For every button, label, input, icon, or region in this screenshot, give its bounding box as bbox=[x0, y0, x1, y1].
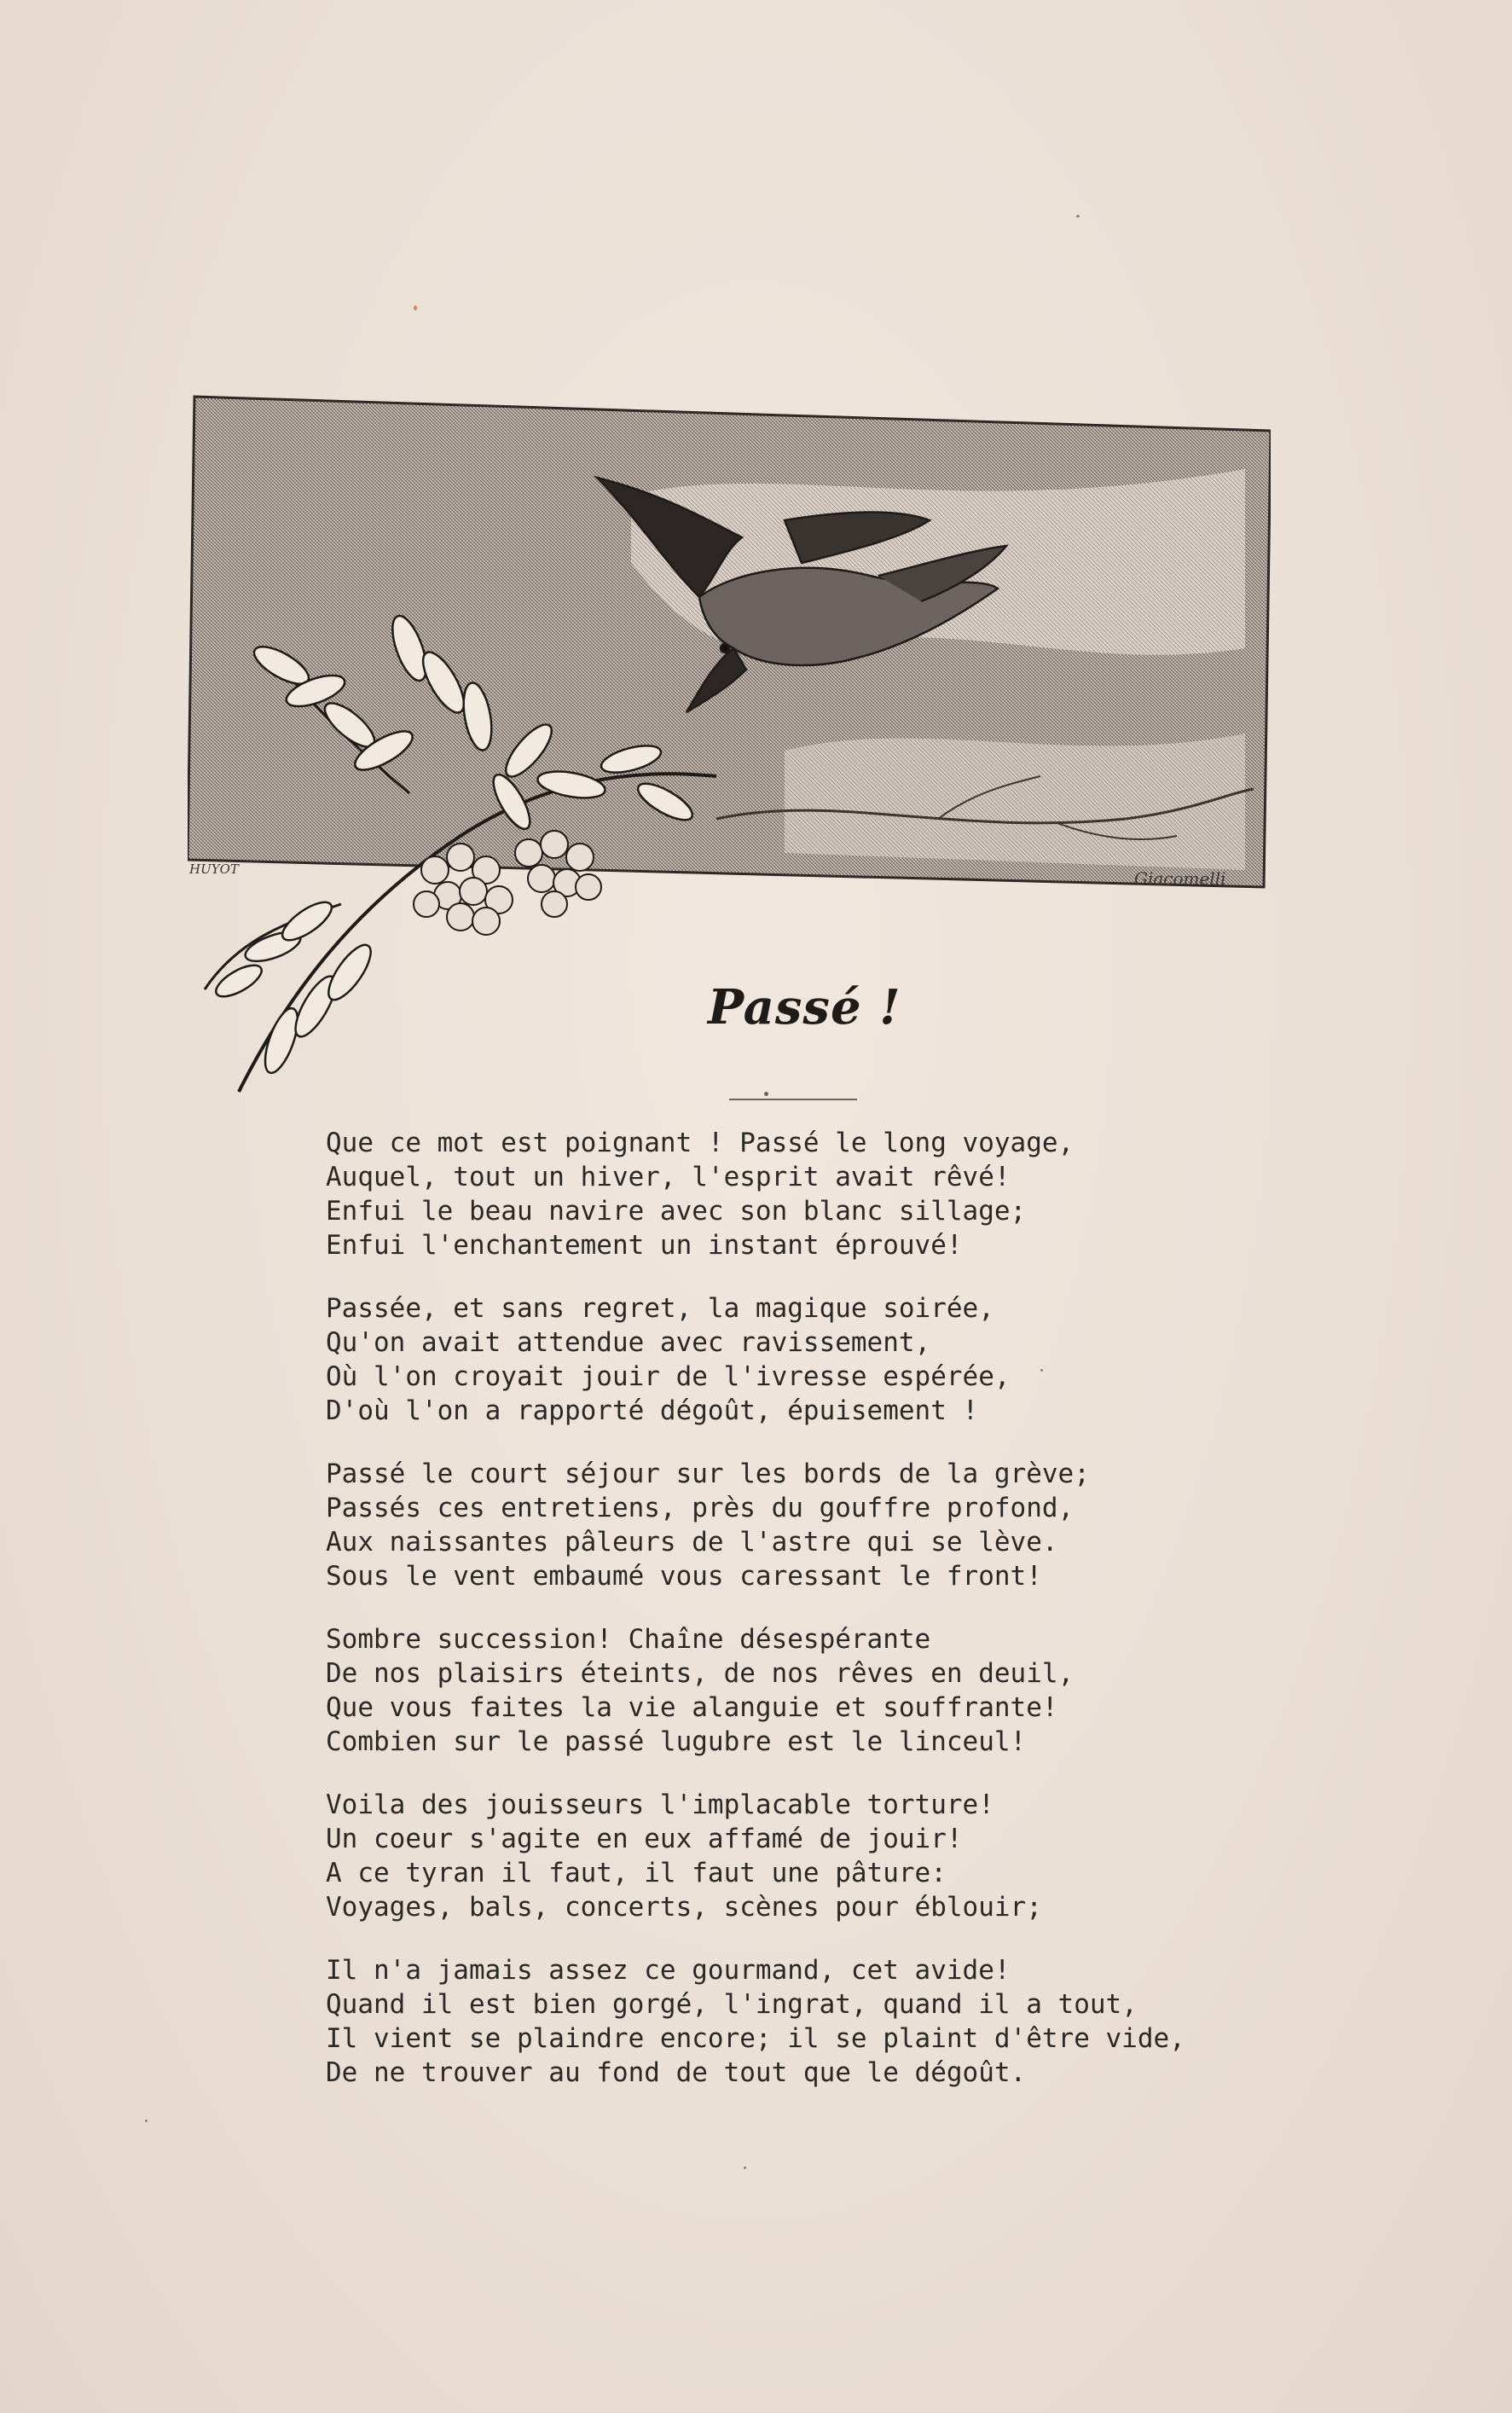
verse-line: Voila des jouisseurs l'implacable torture! bbox=[326, 1789, 994, 1820]
verse-line: Que ce mot est poignant ! Passé le long voyage, bbox=[326, 1128, 1075, 1158]
verse-line: Enfui l'enchantement un instant éprouvé! bbox=[326, 1230, 963, 1261]
verse-line: Quand il est bien gorgé, l'ingrat, quand il a tout, bbox=[326, 1989, 1138, 2020]
verse-line: A ce tyran il faut, il faut une pâture: bbox=[326, 1858, 947, 1888]
verse-line: Combien sur le passé lugubre est le linceul! bbox=[326, 1726, 1027, 1757]
poem-body bbox=[326, 1126, 1185, 2119]
paper-speck bbox=[1076, 215, 1080, 218]
verse-line: De nos plaisirs éteints, de nos rêves en deuil, bbox=[326, 1658, 1075, 1689]
verse-line: Aux naissantes pâleurs de l'astre qui se lève. bbox=[326, 1527, 1058, 1557]
verse-line: Il vient se plaindre encore; il se plaint d'être vide, bbox=[326, 2023, 1185, 2054]
stanza bbox=[326, 1457, 1144, 1593]
verse-line: Passés ces entretiens, près du gouffre profond, bbox=[326, 1493, 1075, 1523]
verse-line: Un coeur s'agite en eux affamé de jouir! bbox=[326, 1824, 963, 1854]
paper-speck bbox=[145, 2120, 148, 2122]
paper-speck bbox=[1040, 1369, 1043, 1372]
verse-line: Il n'a jamais assez ce gourmand, cet avide! bbox=[326, 1955, 1011, 1986]
title-rule bbox=[729, 1099, 857, 1100]
verse-line: Sous le vent embaumé vous caressant le front! bbox=[326, 1561, 1042, 1592]
paper-speck bbox=[744, 2166, 746, 2169]
stanza bbox=[326, 1953, 1185, 2090]
engraver-signature: HUYOT bbox=[189, 861, 239, 877]
verse-line: Passée, et sans regret, la magique soirée, bbox=[326, 1293, 994, 1324]
paper-speck bbox=[414, 305, 417, 310]
stanza bbox=[326, 1291, 1144, 1428]
verse-line: De ne trouver au fond de tout que le dégoût. bbox=[326, 2057, 1027, 2088]
verse-line: Que vous faites la vie alanguie et souffrante! bbox=[326, 1692, 1058, 1723]
title-rule-ornament bbox=[764, 1092, 768, 1096]
artist-signature: Giacomelli bbox=[1134, 868, 1226, 889]
verse-line: Auquel, tout un hiver, l'esprit avait rêvé! bbox=[326, 1162, 1011, 1192]
verse-line: Voyages, bals, concerts, scènes pour éblouir; bbox=[326, 1892, 1042, 1923]
stanza bbox=[326, 1622, 1144, 1759]
verse-line: Passé le court séjour sur les bords de la grève; bbox=[326, 1459, 1090, 1489]
verse-line: Enfui le beau navire avec son blanc sillage; bbox=[326, 1196, 1027, 1227]
poem-title: Passé ! bbox=[708, 979, 901, 1035]
verse-line: Sombre succession! Chaîne désespérante bbox=[326, 1624, 931, 1655]
stanza bbox=[326, 1126, 1144, 1262]
verse-line: Qu'on avait attendue avec ravissement, bbox=[326, 1327, 931, 1358]
stanza bbox=[326, 1788, 1144, 1924]
verse-line: D'où l'on a rapporté dégoût, épuisement ! bbox=[326, 1395, 979, 1426]
verse-line: Où l'on croyait jouir de l'ivresse espérée, bbox=[326, 1361, 1011, 1392]
